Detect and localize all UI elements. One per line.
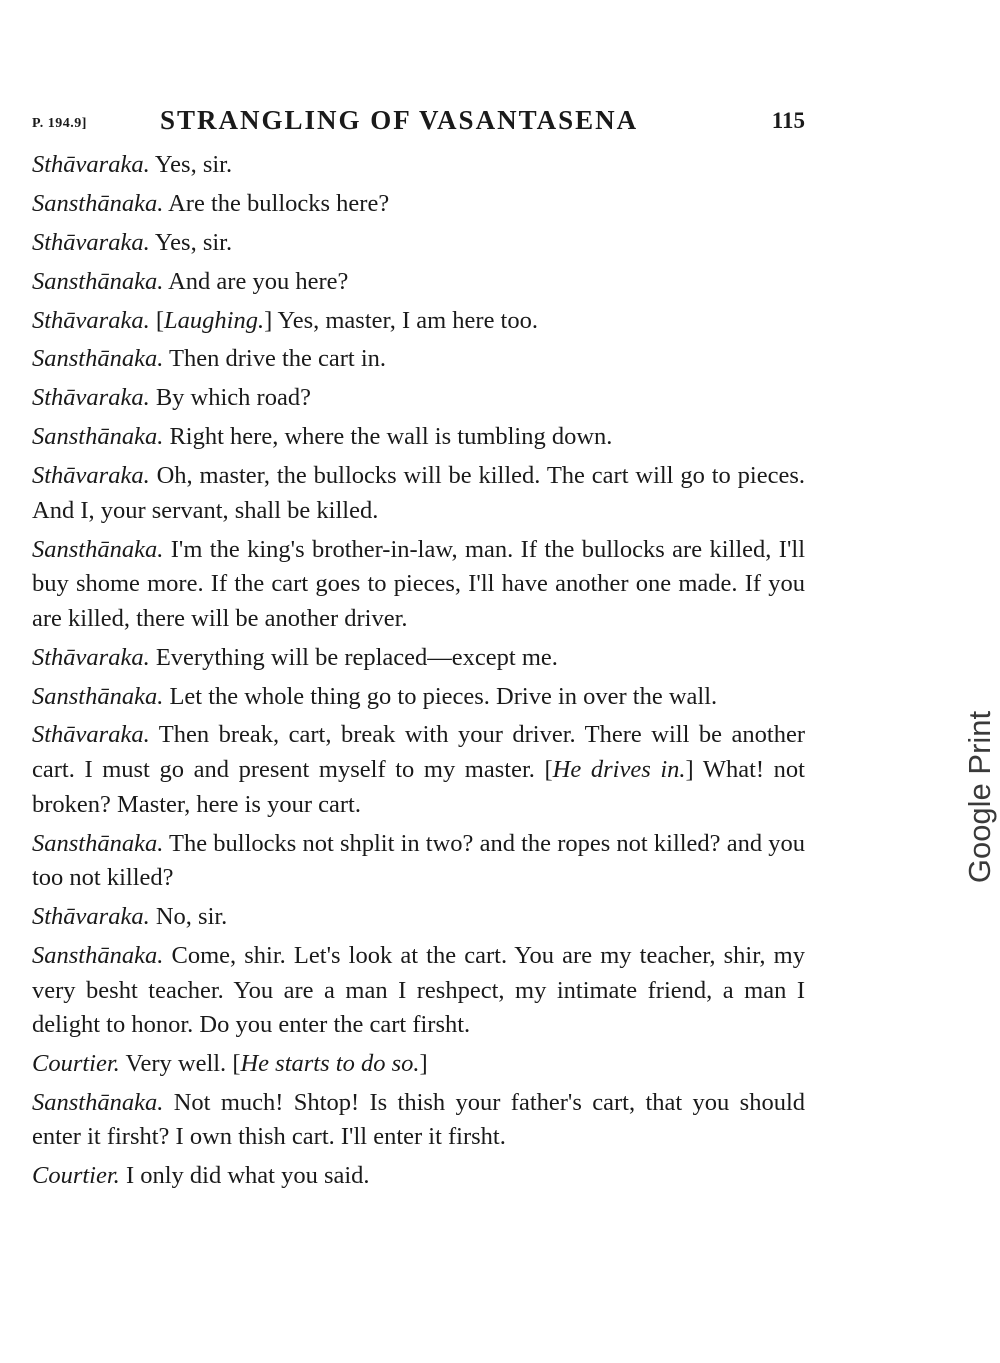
chapter-title: STRANGLING OF VASANTASENA — [160, 105, 639, 135]
speaker-name: Sansthānaka. — [32, 941, 164, 969]
speech-text: Yes, sir. — [149, 151, 233, 178]
speech — [32, 148, 805, 183]
speech — [32, 265, 805, 300]
speaker-name: Sthāvaraka. — [32, 643, 150, 671]
speech — [32, 187, 805, 222]
stage-direction: He drives in. — [552, 756, 686, 784]
speech-text: By which road? — [149, 384, 311, 412]
speech — [32, 680, 805, 715]
speaker-name: Sansthānaka. — [32, 267, 164, 295]
speech — [32, 1159, 805, 1194]
stage-direction: He starts to do so. — [240, 1050, 420, 1077]
speaker-name: Sthāvaraka. — [32, 721, 150, 749]
speaker-name: Sansthānaka. — [32, 423, 164, 451]
speaker-name: Sansthānaka. — [32, 535, 164, 563]
speech — [32, 1086, 805, 1155]
speech-text: Then drive the cart in. — [163, 345, 387, 373]
speaker-name: Courtier. — [32, 1050, 120, 1077]
speech-text: Are the bullocks here? — [163, 189, 390, 217]
speaker-name: Sthāvaraka. — [32, 228, 150, 256]
speech-text: Right here, where the wall is tumbling down. — [163, 423, 613, 451]
speech-text: I'm the king's brother-in-law, man. If the bullocks are killed, I'll buy shome more. If the cart goes to pieces, I'll have another one made. If you are killed, there will be another driver. — [32, 535, 805, 632]
speech-text: I only did what you said. — [119, 1162, 370, 1190]
speech — [32, 381, 805, 416]
running-head — [32, 100, 805, 148]
speech — [32, 459, 805, 528]
speech — [32, 420, 805, 455]
speech-text: Very well. — [119, 1050, 227, 1077]
speaker-name: Sthāvaraka. — [32, 151, 150, 178]
speech-text: What! not broken? Master, here is your cart. — [32, 756, 805, 818]
speech — [32, 827, 805, 896]
speech-text: Everything will be replaced—except me. — [149, 643, 558, 671]
speech — [32, 342, 805, 377]
speech — [32, 641, 805, 676]
speaker-name: Sthāvaraka. — [32, 306, 150, 334]
speaker-name: Sansthānaka. — [32, 829, 164, 857]
speech-text: The bullocks not shplit in two? and the ropes not killed? and you too not killed? — [32, 829, 805, 892]
speech-text: Yes, sir. — [149, 228, 233, 256]
speaker-name: Sthāvaraka. — [32, 903, 150, 931]
google-print-watermark: Google Print — [962, 710, 997, 884]
page-number: 115 — [771, 108, 805, 133]
speech-text: And are you here? — [163, 267, 349, 295]
page-reference: P. 194.9] — [32, 116, 87, 131]
speech: Sthāvaraka. [Laughing.] Yes, master, I am here too. — [32, 306, 538, 334]
book-page — [32, 100, 805, 1198]
speaker-name: Courtier. — [32, 1162, 120, 1190]
speech-text: Not much! Shtop! Is thish your father's cart, that you should enter it firsht? I own thish cart. I'll enter it firsht. — [32, 1088, 805, 1151]
speech — [32, 939, 805, 1043]
speaker-name: Sansthānaka. — [32, 345, 164, 373]
speech-text: Then break, cart, break with your driver. There will be another cart. I must go and present myself to my master. — [32, 721, 805, 784]
speaker-name: Sthāvaraka. — [32, 462, 150, 490]
speech-text: Yes, master, I am here too. — [272, 306, 538, 334]
stage-direction: Laughing. — [164, 306, 265, 334]
speech-text: Come, shir. Let's look at the cart. You are my teacher, shir, my very besht teacher. You are a man I reshpect, my intimate friend, a man I delight to honor. Do you enter the cart firsht. — [32, 941, 805, 1039]
speaker-name: Sansthānaka. — [32, 1088, 164, 1116]
dialogue-body — [32, 148, 805, 1194]
speech-text: Let the whole thing go to pieces. Drive in over the wall. — [163, 682, 718, 710]
speech: Sthāvaraka. Then break, cart, break with your driver. There will be another cart. I must go and present myself to my master. [He drives in.] What! not broken? Master, here is your cart. — [32, 721, 805, 818]
speaker-name: Sthāvaraka. — [32, 384, 150, 412]
speech — [32, 533, 805, 637]
speech: Courtier. Very well. [He starts to do so.] — [32, 1050, 428, 1077]
speech — [32, 900, 805, 935]
speaker-name: Sansthānaka. — [32, 682, 164, 710]
speech-text: Oh, master, the bullocks will be killed. The cart will go to pieces. And I, your servant, shall be killed. — [32, 462, 805, 524]
speech — [32, 226, 805, 261]
speech-text: No, sir. — [149, 903, 228, 931]
speaker-name: Sansthānaka. — [32, 189, 164, 217]
